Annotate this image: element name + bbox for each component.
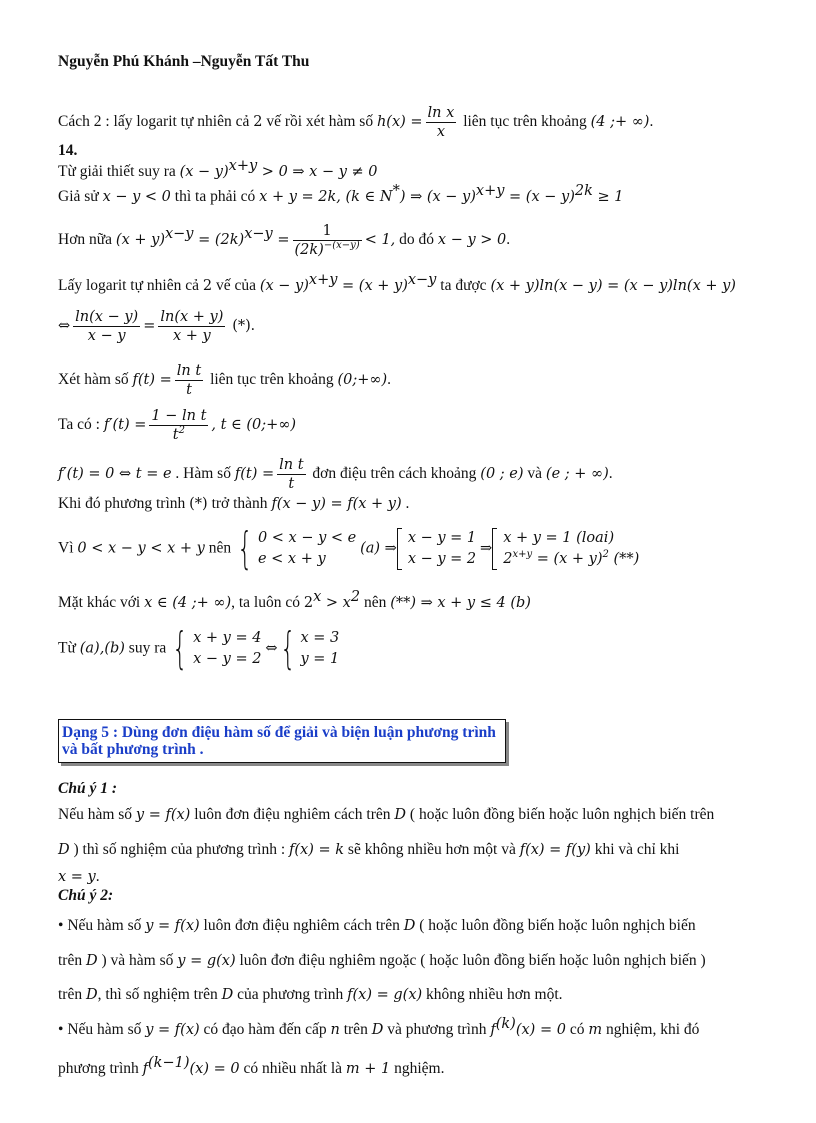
- math: f(x) = g(x): [347, 987, 423, 1003]
- math: m + 1: [345, 1061, 391, 1077]
- fraction: [175, 362, 203, 399]
- text: .: [649, 113, 654, 131]
- text: luôn đơn điệu nghiêm ngoặc ( hoặc luôn đồng biến hoặc luôn nghịch biến ): [235, 952, 706, 969]
- denominator: [149, 425, 208, 444]
- text: vế của: [212, 277, 260, 294]
- text: trở thành: [207, 495, 272, 512]
- math: x + y = 2k, (k ∈ N: [259, 189, 393, 205]
- bullet: •: [58, 917, 64, 934]
- row: x + y = 4: [193, 630, 262, 646]
- math: 2: [303, 595, 314, 611]
- text: .: [608, 465, 613, 483]
- text: nên: [360, 594, 391, 611]
- left-bracket: [397, 528, 402, 570]
- fraction: [73, 308, 140, 345]
- text: Giả sử: [58, 188, 103, 205]
- math: > x: [321, 595, 351, 611]
- row: e < x + y: [257, 551, 326, 567]
- math: f(t) =: [132, 372, 172, 389]
- text: có đạo hàm đến cấp: [199, 1021, 331, 1038]
- left-brace: {: [172, 623, 188, 674]
- text: Nếu hàm số: [63, 1021, 146, 1038]
- exponent: x+y: [475, 182, 505, 199]
- math: D: [403, 918, 416, 934]
- line-khi-do: [58, 494, 409, 514]
- line-equivalence: [58, 308, 255, 345]
- note-2-para-1: [58, 916, 696, 936]
- text: luôn đơn điệu nghiêm cách trên: [199, 917, 404, 934]
- text: có nhiều nhất là: [239, 1060, 346, 1077]
- note-2-para-3: [58, 985, 563, 1005]
- text: vế rồi xét hàm số: [262, 113, 377, 131]
- row: x − y = 2: [193, 651, 262, 667]
- section-heading-box: [58, 719, 506, 763]
- text: ( hoặc luôn đồng biến hoặc luôn nghịch biến: [415, 917, 696, 934]
- math: (4 ;+ ∞): [590, 114, 650, 131]
- row: x = 3: [300, 630, 340, 646]
- text: và: [523, 465, 546, 483]
- math: ⇒: [480, 540, 493, 557]
- numerator: ln t: [176, 363, 202, 379]
- note-2-para-5: [58, 1054, 445, 1079]
- denominator: x + y: [158, 326, 225, 345]
- system: [255, 528, 356, 570]
- math: > 0 ⇒ x − y ≠ 0: [257, 164, 378, 180]
- note-1-para-2: [58, 840, 680, 860]
- line-vi: [58, 523, 640, 574]
- math: ) ⇒ (x − y): [399, 189, 476, 205]
- text: phương trình: [58, 1060, 143, 1077]
- exponent: −(x−y): [323, 240, 360, 252]
- exponent: (k−1): [148, 1054, 190, 1071]
- math: f: [490, 1022, 496, 1038]
- math: n: [330, 1022, 340, 1038]
- exponent: x+y: [228, 157, 258, 174]
- exponent: x−y: [244, 225, 273, 242]
- text: do đó: [395, 231, 438, 249]
- math: y = f(x): [145, 1022, 200, 1038]
- exponent: x−y: [164, 225, 194, 242]
- math: y = f(x): [145, 918, 200, 934]
- line-mat-khac: [58, 588, 531, 613]
- row-part: (**): [608, 551, 640, 567]
- line-hon-nua: [58, 222, 510, 259]
- math: y = g(x): [177, 953, 236, 969]
- math: x − y < 0: [102, 189, 171, 205]
- fraction: [277, 456, 305, 493]
- fraction: [158, 308, 225, 345]
- exponent: 2: [602, 549, 609, 561]
- system: [298, 628, 340, 670]
- exponent: 2: [178, 425, 185, 437]
- text: liên tục trên khoảng: [463, 113, 591, 131]
- text: .: [95, 868, 100, 885]
- math: (0;+∞): [337, 372, 388, 389]
- text: Mặt khác với: [58, 594, 145, 611]
- math: (x + y): [115, 232, 165, 249]
- text: có: [565, 1021, 589, 1038]
- bullet: •: [58, 1021, 64, 1038]
- line-lay-logarit: [58, 271, 736, 296]
- note-1-para-1: [58, 805, 714, 825]
- math: D: [371, 1022, 384, 1038]
- math: y = f(x): [135, 807, 191, 823]
- text: Ta có :: [58, 416, 104, 434]
- denominator: t: [175, 380, 203, 399]
- text: . Hàm số: [171, 465, 235, 483]
- math: = (x − y): [504, 189, 575, 205]
- text: nên: [204, 539, 235, 557]
- denominator: [293, 240, 362, 259]
- numerator: ln(x − y): [75, 309, 139, 325]
- math: f(x − y) = f(x + y): [271, 496, 402, 512]
- math: 0 < x − y < x + y: [77, 540, 205, 557]
- fraction: [293, 222, 362, 259]
- text: ( hoặc luôn đồng biến hoặc luôn nghịch biến trên: [406, 806, 715, 823]
- text: Nếu hàm số: [58, 806, 136, 823]
- left-bracket: [492, 528, 497, 570]
- denominator: x: [426, 122, 457, 141]
- text: liên tục trên khoảng: [206, 371, 338, 389]
- note-1-para-3: [58, 867, 100, 887]
- math: (x) = 0: [515, 1022, 566, 1038]
- line-tu-a-b: [58, 623, 340, 674]
- math: ⇔: [265, 640, 278, 657]
- exponent: 2k: [574, 182, 593, 199]
- numerator: 1: [322, 223, 332, 239]
- text: đơn điệu trên cách khoảng: [308, 465, 481, 483]
- math: f: [142, 1061, 148, 1077]
- text: .: [250, 317, 255, 335]
- math: f′(t) =: [103, 417, 147, 434]
- note-1-title: Chú ý 1 :: [58, 780, 117, 797]
- text: luôn đơn điệu nghiêm cách trên: [190, 806, 395, 823]
- math: x ∈ (4 ;+ ∞): [144, 595, 232, 611]
- math: 2: [253, 114, 263, 131]
- math: = (x + y): [337, 278, 408, 294]
- text: .: [387, 371, 391, 389]
- math: D: [221, 987, 234, 1003]
- header-authors: Nguyễn Phú Khánh –Nguyễn Tất Thu: [58, 53, 310, 70]
- row: [503, 549, 639, 570]
- text: trên: [339, 1021, 372, 1038]
- math: (**) ⇒ x + y ≤ 4 (b): [390, 595, 531, 611]
- math: (a),(b): [79, 640, 125, 657]
- math: (x − y): [179, 164, 229, 180]
- text: Từ giải thiết suy ra: [58, 163, 180, 180]
- note-2-para-4: [58, 1015, 700, 1040]
- row-part: 2: [503, 551, 513, 567]
- math: ≥ 1: [592, 189, 624, 205]
- math: x = y: [58, 869, 96, 885]
- math: D: [394, 807, 407, 823]
- line-xet-ham-so: [58, 362, 391, 399]
- math: f(t) =: [234, 466, 275, 483]
- text: , thì số nghiệm trên: [97, 986, 222, 1003]
- text: ta được: [436, 277, 491, 294]
- text: Lấy logarit tự nhiên cả: [58, 277, 203, 294]
- numerator: 1 − ln t: [151, 408, 207, 424]
- note-2-title: Chú ý 2:: [58, 887, 114, 904]
- den-base: t: [172, 427, 179, 443]
- section-heading-line-1: Dạng 5 : Dùng đơn điệu hàm số để giải và biện luận phương trình: [62, 724, 496, 741]
- math: ⇔: [58, 318, 71, 335]
- text: trên: [58, 986, 86, 1003]
- math: D: [85, 987, 98, 1003]
- row: x − y = 2: [407, 551, 477, 567]
- math: h(x) =: [376, 114, 423, 131]
- math: m: [588, 1022, 603, 1038]
- math: , t ∈ (0;+∞): [211, 417, 297, 434]
- text: nghiệm.: [390, 1060, 445, 1077]
- math: D: [58, 842, 70, 858]
- text: Vì: [58, 539, 78, 557]
- text: Xét hàm số: [58, 371, 133, 389]
- problem-number: 14.: [58, 142, 78, 159]
- row: x + y = 1 (loai): [503, 530, 615, 546]
- row: x − y = 1: [407, 530, 477, 546]
- text: khi và chỉ khi: [590, 841, 680, 858]
- text: .: [506, 231, 511, 249]
- line-gia-su: [58, 182, 624, 207]
- exponent: 2: [350, 588, 361, 605]
- math: D: [85, 953, 98, 969]
- math: x − y > 0: [437, 232, 507, 249]
- den-base: (2k): [294, 242, 324, 258]
- text: Từ: [58, 639, 80, 657]
- note-2-para-2: [58, 951, 706, 971]
- text: của phương trình: [233, 986, 348, 1003]
- fraction: [149, 407, 208, 444]
- section-heading-line-2: và bất phương trình .: [62, 741, 204, 758]
- numerator: ln t: [279, 457, 304, 473]
- text: nghiệm, khi đó: [602, 1021, 700, 1038]
- math: =: [143, 318, 156, 335]
- math: 2: [202, 278, 213, 294]
- text: không nhiều hơn một.: [422, 986, 563, 1003]
- row-part: = (x + y): [532, 551, 603, 567]
- exponent: x+y: [308, 271, 338, 288]
- denominator: t: [277, 474, 305, 493]
- left-brace: {: [279, 623, 296, 674]
- math: (x + y)ln(x − y) = (x − y)ln(x + y): [490, 278, 736, 294]
- text: sẽ không nhiều hơn một và: [344, 841, 520, 858]
- math: (x − y): [259, 278, 309, 294]
- text: thì ta phải có: [170, 188, 260, 205]
- math: (*): [189, 496, 208, 512]
- math: (*): [232, 318, 251, 335]
- text: suy ra: [124, 639, 171, 657]
- text: ) thì số nghiệm của phương trình :: [69, 841, 290, 858]
- exponent: *: [392, 182, 400, 199]
- text: và phương trình: [383, 1021, 491, 1038]
- math: f(x) = k: [289, 842, 345, 858]
- math: (e ; + ∞): [545, 466, 609, 483]
- line-don-dieu: [58, 456, 613, 493]
- exponent: (k): [495, 1015, 516, 1032]
- row: y = 1: [300, 651, 340, 667]
- denominator: x − y: [73, 326, 140, 345]
- line-cach-2: [58, 104, 653, 141]
- text: Cách 2 : lấy logarit tự nhiên cả: [58, 113, 254, 131]
- row: 0 < x − y < e: [257, 530, 357, 546]
- math: = (2k): [193, 232, 245, 249]
- system: [190, 628, 261, 670]
- text: , ta luôn có: [231, 594, 304, 611]
- numerator: ln(x + y): [160, 309, 224, 325]
- system: [500, 528, 639, 570]
- numerator: ln x: [427, 105, 455, 121]
- line-dao-ham: [58, 407, 296, 444]
- text: Khi đó phương trình: [58, 495, 190, 512]
- math: f(x) = f(y): [519, 842, 591, 858]
- text: Hơn nữa: [58, 231, 116, 249]
- exponent: x+y: [512, 549, 533, 561]
- math: (a) ⇒: [360, 540, 397, 557]
- exponent: x−y: [407, 271, 437, 288]
- math: (0 ; e): [480, 466, 524, 483]
- exponent: x: [313, 588, 322, 605]
- text: .: [401, 495, 410, 512]
- text: ) và hàm số: [97, 952, 178, 969]
- text: Nếu hàm số: [63, 917, 146, 934]
- math: f′(t) = 0 ⇔ t = e: [58, 466, 172, 483]
- math: (x) = 0: [189, 1061, 240, 1077]
- text: trên: [58, 952, 86, 969]
- left-brace: {: [237, 523, 253, 574]
- line-gia-thiet: [58, 157, 378, 182]
- math: =: [272, 232, 290, 249]
- system: [405, 528, 476, 570]
- math: < 1,: [364, 232, 396, 249]
- fraction: [426, 104, 457, 141]
